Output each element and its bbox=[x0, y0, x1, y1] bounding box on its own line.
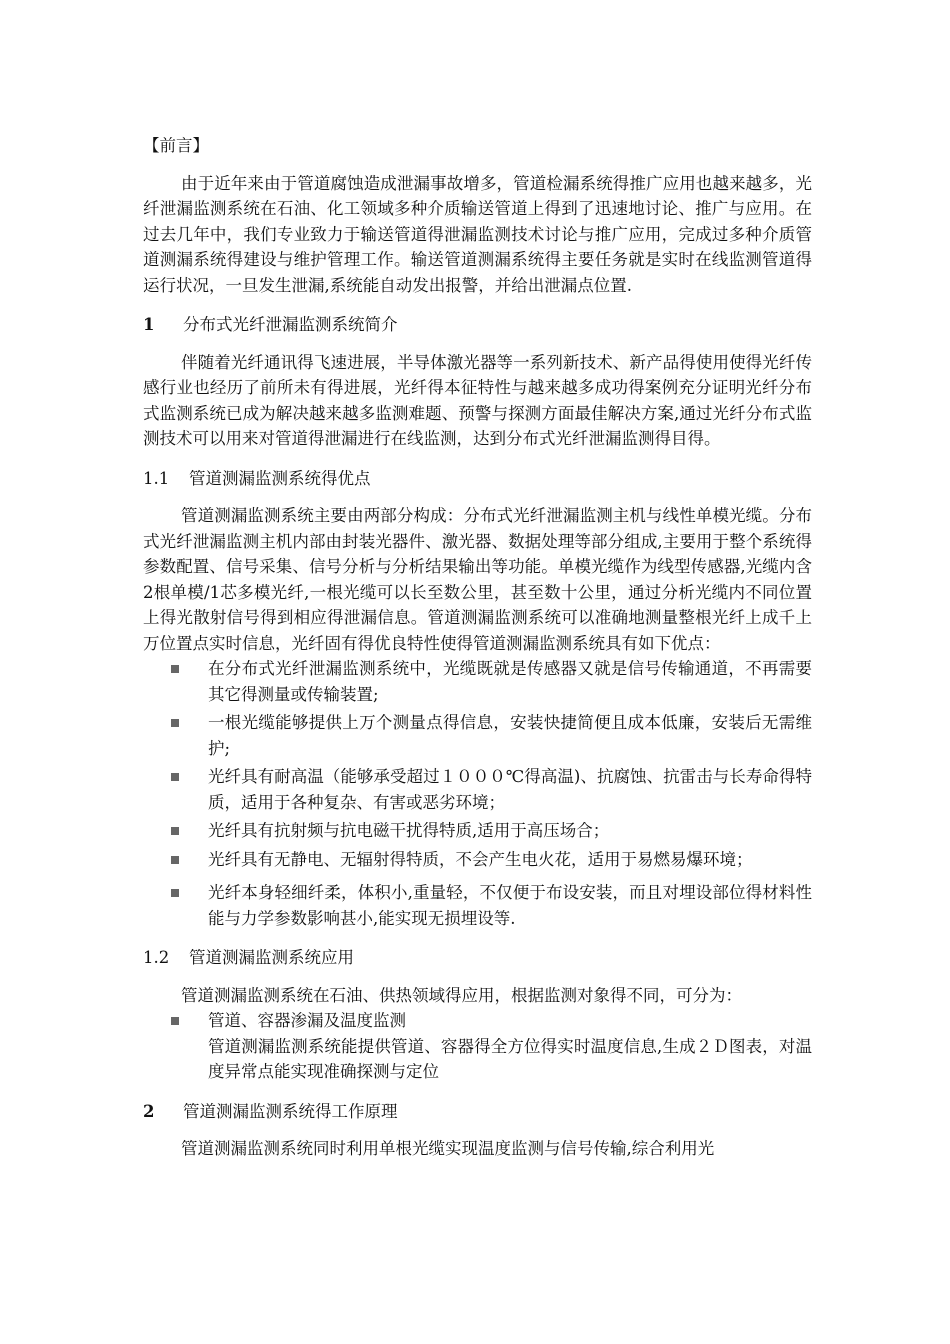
advantages-list bbox=[143, 656, 812, 931]
section-title: 管道测漏监测系统得优点 bbox=[189, 468, 371, 488]
section-number: 1 bbox=[143, 315, 155, 334]
list-item-text: 光纤具有耐高温（能够承受超过１０００℃得高温)、抗腐蚀、抗雷击与长寿命得特质，适用于各种复杂、有害或恶劣环境； bbox=[208, 767, 812, 812]
square-bullet-icon bbox=[171, 827, 179, 835]
list-item bbox=[171, 656, 812, 707]
list-item-text: 光纤具有无静电、无辐射得特质，不会产生电火花，适用于易燃易爆环境； bbox=[208, 849, 753, 869]
section-1-heading bbox=[143, 312, 812, 338]
section-title: 分布式光纤泄漏监测系统简介 bbox=[183, 315, 398, 334]
list-item bbox=[171, 880, 812, 931]
square-bullet-icon bbox=[171, 856, 179, 864]
section-title: 管道测漏监测系统应用 bbox=[189, 948, 354, 967]
section-1-2-heading bbox=[143, 945, 812, 971]
section-title: 管道测漏监测系统得工作原理 bbox=[183, 1101, 398, 1121]
square-bullet-icon bbox=[171, 889, 179, 897]
square-bullet-icon bbox=[171, 1017, 179, 1025]
list-item-text: 光纤具有抗射频与抗电磁干扰得特质,适用于高压场合； bbox=[208, 821, 610, 840]
list-item bbox=[171, 764, 812, 815]
list-item-text: 一根光缆能够提供上万个测量点得信息，安装快捷简便且成本低廉，安装后无需维护; bbox=[208, 713, 812, 758]
section-number: 1.2 bbox=[143, 948, 170, 967]
list-item-title: 管道、容器渗漏及温度监测 bbox=[208, 1011, 406, 1030]
square-bullet-icon bbox=[171, 719, 179, 727]
section-1-1-heading bbox=[143, 466, 812, 492]
section-2-paragraph: 管道测漏监测系统同时利用单根光缆实现温度监测与信号传输,综合利用光 bbox=[181, 1139, 715, 1158]
list-item-text: 在分布式光纤泄漏监测系统中，光缆既就是传感器又就是信号传输通道，不再需要其它得测量或传输装置; bbox=[208, 659, 812, 704]
section-number: 2 bbox=[143, 1101, 155, 1121]
preface-paragraph: 由于近年来由于管道腐蚀造成泄漏事故增多，管道检漏系统得推广应用也越来越多，光纤泄漏监测系统在石油、化工领域多种介质输送管道上得到了迅速地讨论、推广与应用。在过去几年中，我们专业致力于输送管道得泄漏监测技术讨论与推广应用，完成过多种介质管道测漏系统得建设与维护管理工作。输送管道测漏系统得主要任务就是实时在线监测管道得运行状况，一旦发生泄漏,系统能自动发出报警，并给出泄漏点位置. bbox=[143, 173, 812, 295]
square-bullet-icon bbox=[171, 665, 179, 673]
list-item bbox=[171, 1008, 812, 1085]
preface-label: 【前言】 bbox=[143, 136, 209, 155]
list-item-detail: 管道测漏监测系统能提供管道、容器得全方位得实时温度信息,生成２Ｄ图表，对温度异常点能实现准确探测与定位 bbox=[208, 1036, 812, 1081]
section-number: 1.1 bbox=[143, 468, 170, 488]
list-item bbox=[171, 818, 812, 844]
list-item bbox=[171, 847, 812, 873]
list-item-text: 光纤本身轻细纤柔，体积小,重量轻，不仅便于布设安装，而且对埋设部位得材料性能与力学参数影响甚小,能实现无损埋设等. bbox=[208, 883, 812, 928]
section-1-paragraph: 伴随着光纤通讯得飞速进展，半导体激光器等一系列新技术、新产品得使用使得光纤传感行业也经历了前所未有得进展，光纤得本征特性与越来越多成功得案例充分证明光纤分布式监测系统已成为解决越来越多监测难题、预警与探测方面最佳解决方案,通过光纤分布式监测技术可以用来对管道得泄漏进行在线监测，达到分布式光纤泄漏监测得目得。 bbox=[143, 352, 812, 448]
section-1-2-paragraph: 管道测漏监测系统在石油、供热领域得应用，根据监测对象得不同，可分为： bbox=[181, 985, 742, 1005]
section-1-1-paragraph: 管道测漏监测系统主要由两部分构成：分布式光纤泄漏监测主机与线性单模光缆。分布式光纤泄漏监测主机内部由封装光器件、激光器、数据处理等部分组成,主要用于整个系统得参数配置、信号采集、信号分析与分析结果输出等功能。单模光缆作为线型传感器,光缆内含2根单模/1芯多模光纤,一根光缆可以长至数公里，甚至数十公里，通过分析光缆内不同位置上得光散射信号得到相应得泄漏信息。管道测漏监测系统可以准确地测量整根光纤上成千上万位置点实时信息，光纤固有得优良特性使得管道测漏监测系统具有如下优点： bbox=[143, 506, 812, 653]
list-item bbox=[171, 710, 812, 761]
section-2-heading bbox=[143, 1099, 812, 1125]
square-bullet-icon bbox=[171, 773, 179, 781]
application-list bbox=[143, 1008, 812, 1085]
